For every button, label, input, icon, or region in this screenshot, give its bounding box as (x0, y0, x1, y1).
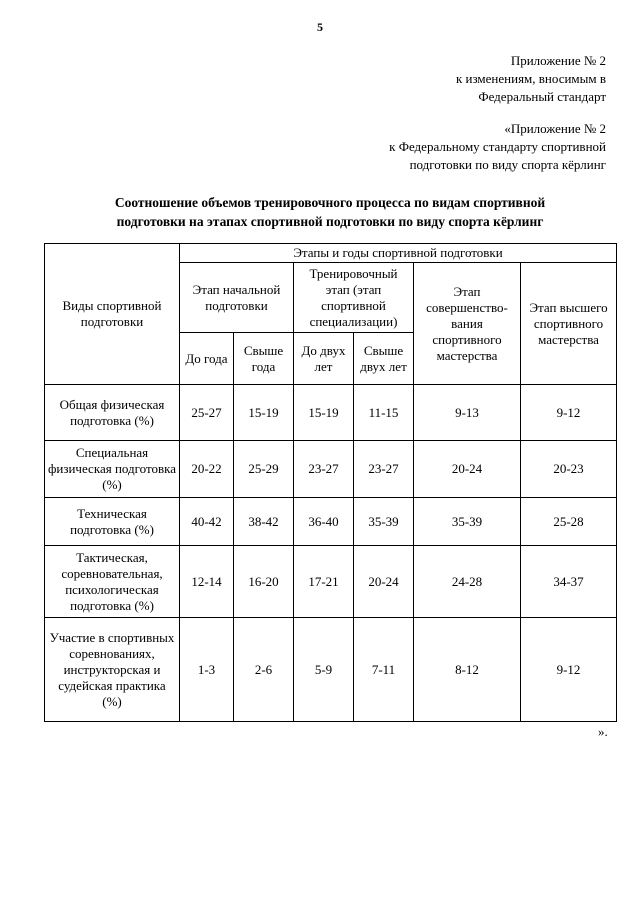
row-name: Тактическая, соревновательная, психологическая подготовка (%) (45, 546, 180, 618)
training-ratio-table (44, 243, 617, 722)
header-stage-higher: Этап высшего спортивного мастерства (521, 263, 617, 385)
header-sub-over-year: Свыше года (234, 333, 294, 385)
table-cell: 20-22 (180, 441, 234, 498)
row-name: Участие в спортивных соревнованиях, инструкторская и судейская практика (%) (45, 618, 180, 722)
table-cell: 8-12 (414, 618, 521, 722)
row-name: Общая физическая подготовка (%) (45, 385, 180, 441)
page-number: 5 (317, 20, 323, 34)
annex-line: «Приложение № 2 (504, 121, 606, 136)
annex-line: Приложение № 2 (510, 53, 606, 68)
row-name: Специальная физическая подготовка (%) (45, 441, 180, 498)
table-cell: 25-29 (234, 441, 294, 498)
table-cell: 34-37 (521, 546, 617, 618)
table-cell: 11-15 (354, 385, 414, 441)
header-stage-initial: Этап начальной подготовки (180, 263, 294, 333)
table-cell: 25-27 (180, 385, 234, 441)
annex-line: подготовки по виду спорта кёрлинг (409, 157, 606, 172)
table-cell: 36-40 (294, 498, 354, 546)
header-sub-up-to-two-years: До двух лет (294, 333, 354, 385)
header-stage-improvement: Этап совершенство-вания спортивного мастерства (414, 263, 521, 385)
table-row (45, 618, 617, 722)
header-training-types: Виды спортивной подготовки (45, 244, 180, 385)
table-cell: 25-28 (521, 498, 617, 546)
table-cell: 35-39 (414, 498, 521, 546)
table-row (45, 498, 617, 546)
table-cell: 17-21 (294, 546, 354, 618)
title-line: подготовки на этапах спортивной подготовки по виду спорта кёрлинг (116, 214, 544, 229)
annex-line: к изменениям, вносимым в (455, 71, 606, 86)
annex-reference-standard (389, 120, 606, 174)
table-cell: 2-6 (234, 618, 294, 722)
table-cell: 20-23 (521, 441, 617, 498)
table-cell: 1-3 (180, 618, 234, 722)
table-cell: 15-19 (234, 385, 294, 441)
row-name: Техническая подготовка (%) (45, 498, 180, 546)
table-row (45, 546, 617, 618)
document-title (40, 193, 620, 231)
table-cell: 9-12 (521, 618, 617, 722)
header-sub-over-two-years: Свыше двух лет (354, 333, 414, 385)
header-stage-training: Тренировочный этап (этап спортивной специализации) (294, 263, 414, 333)
table-cell: 5-9 (294, 618, 354, 722)
table-cell: 16-20 (234, 546, 294, 618)
table-cell: 35-39 (354, 498, 414, 546)
table-cell: 7-11 (354, 618, 414, 722)
header-stages-years: Этапы и годы спортивной подготовки (180, 244, 617, 263)
table-cell: 15-19 (294, 385, 354, 441)
table-cell: 9-13 (414, 385, 521, 441)
table-cell: 24-28 (414, 546, 521, 618)
annex-line: Федеральный стандарт (478, 89, 606, 104)
annex-line: к Федеральному стандарту спортивной (389, 139, 606, 154)
table-cell: 9-12 (521, 385, 617, 441)
table-cell: 12-14 (180, 546, 234, 618)
table-cell: 23-27 (354, 441, 414, 498)
table-cell: 40-42 (180, 498, 234, 546)
table-cell: 38-42 (234, 498, 294, 546)
table-cell: 23-27 (294, 441, 354, 498)
title-line: Соотношение объемов тренировочного процесса по видам спортивной (114, 195, 546, 210)
table-cell: 20-24 (354, 546, 414, 618)
annex-reference-changes (456, 52, 606, 106)
table-row (45, 385, 617, 441)
closing-quote-mark: ». (598, 724, 608, 739)
table-cell: 20-24 (414, 441, 521, 498)
table-row (45, 441, 617, 498)
header-sub-up-to-year: До года (180, 333, 234, 385)
